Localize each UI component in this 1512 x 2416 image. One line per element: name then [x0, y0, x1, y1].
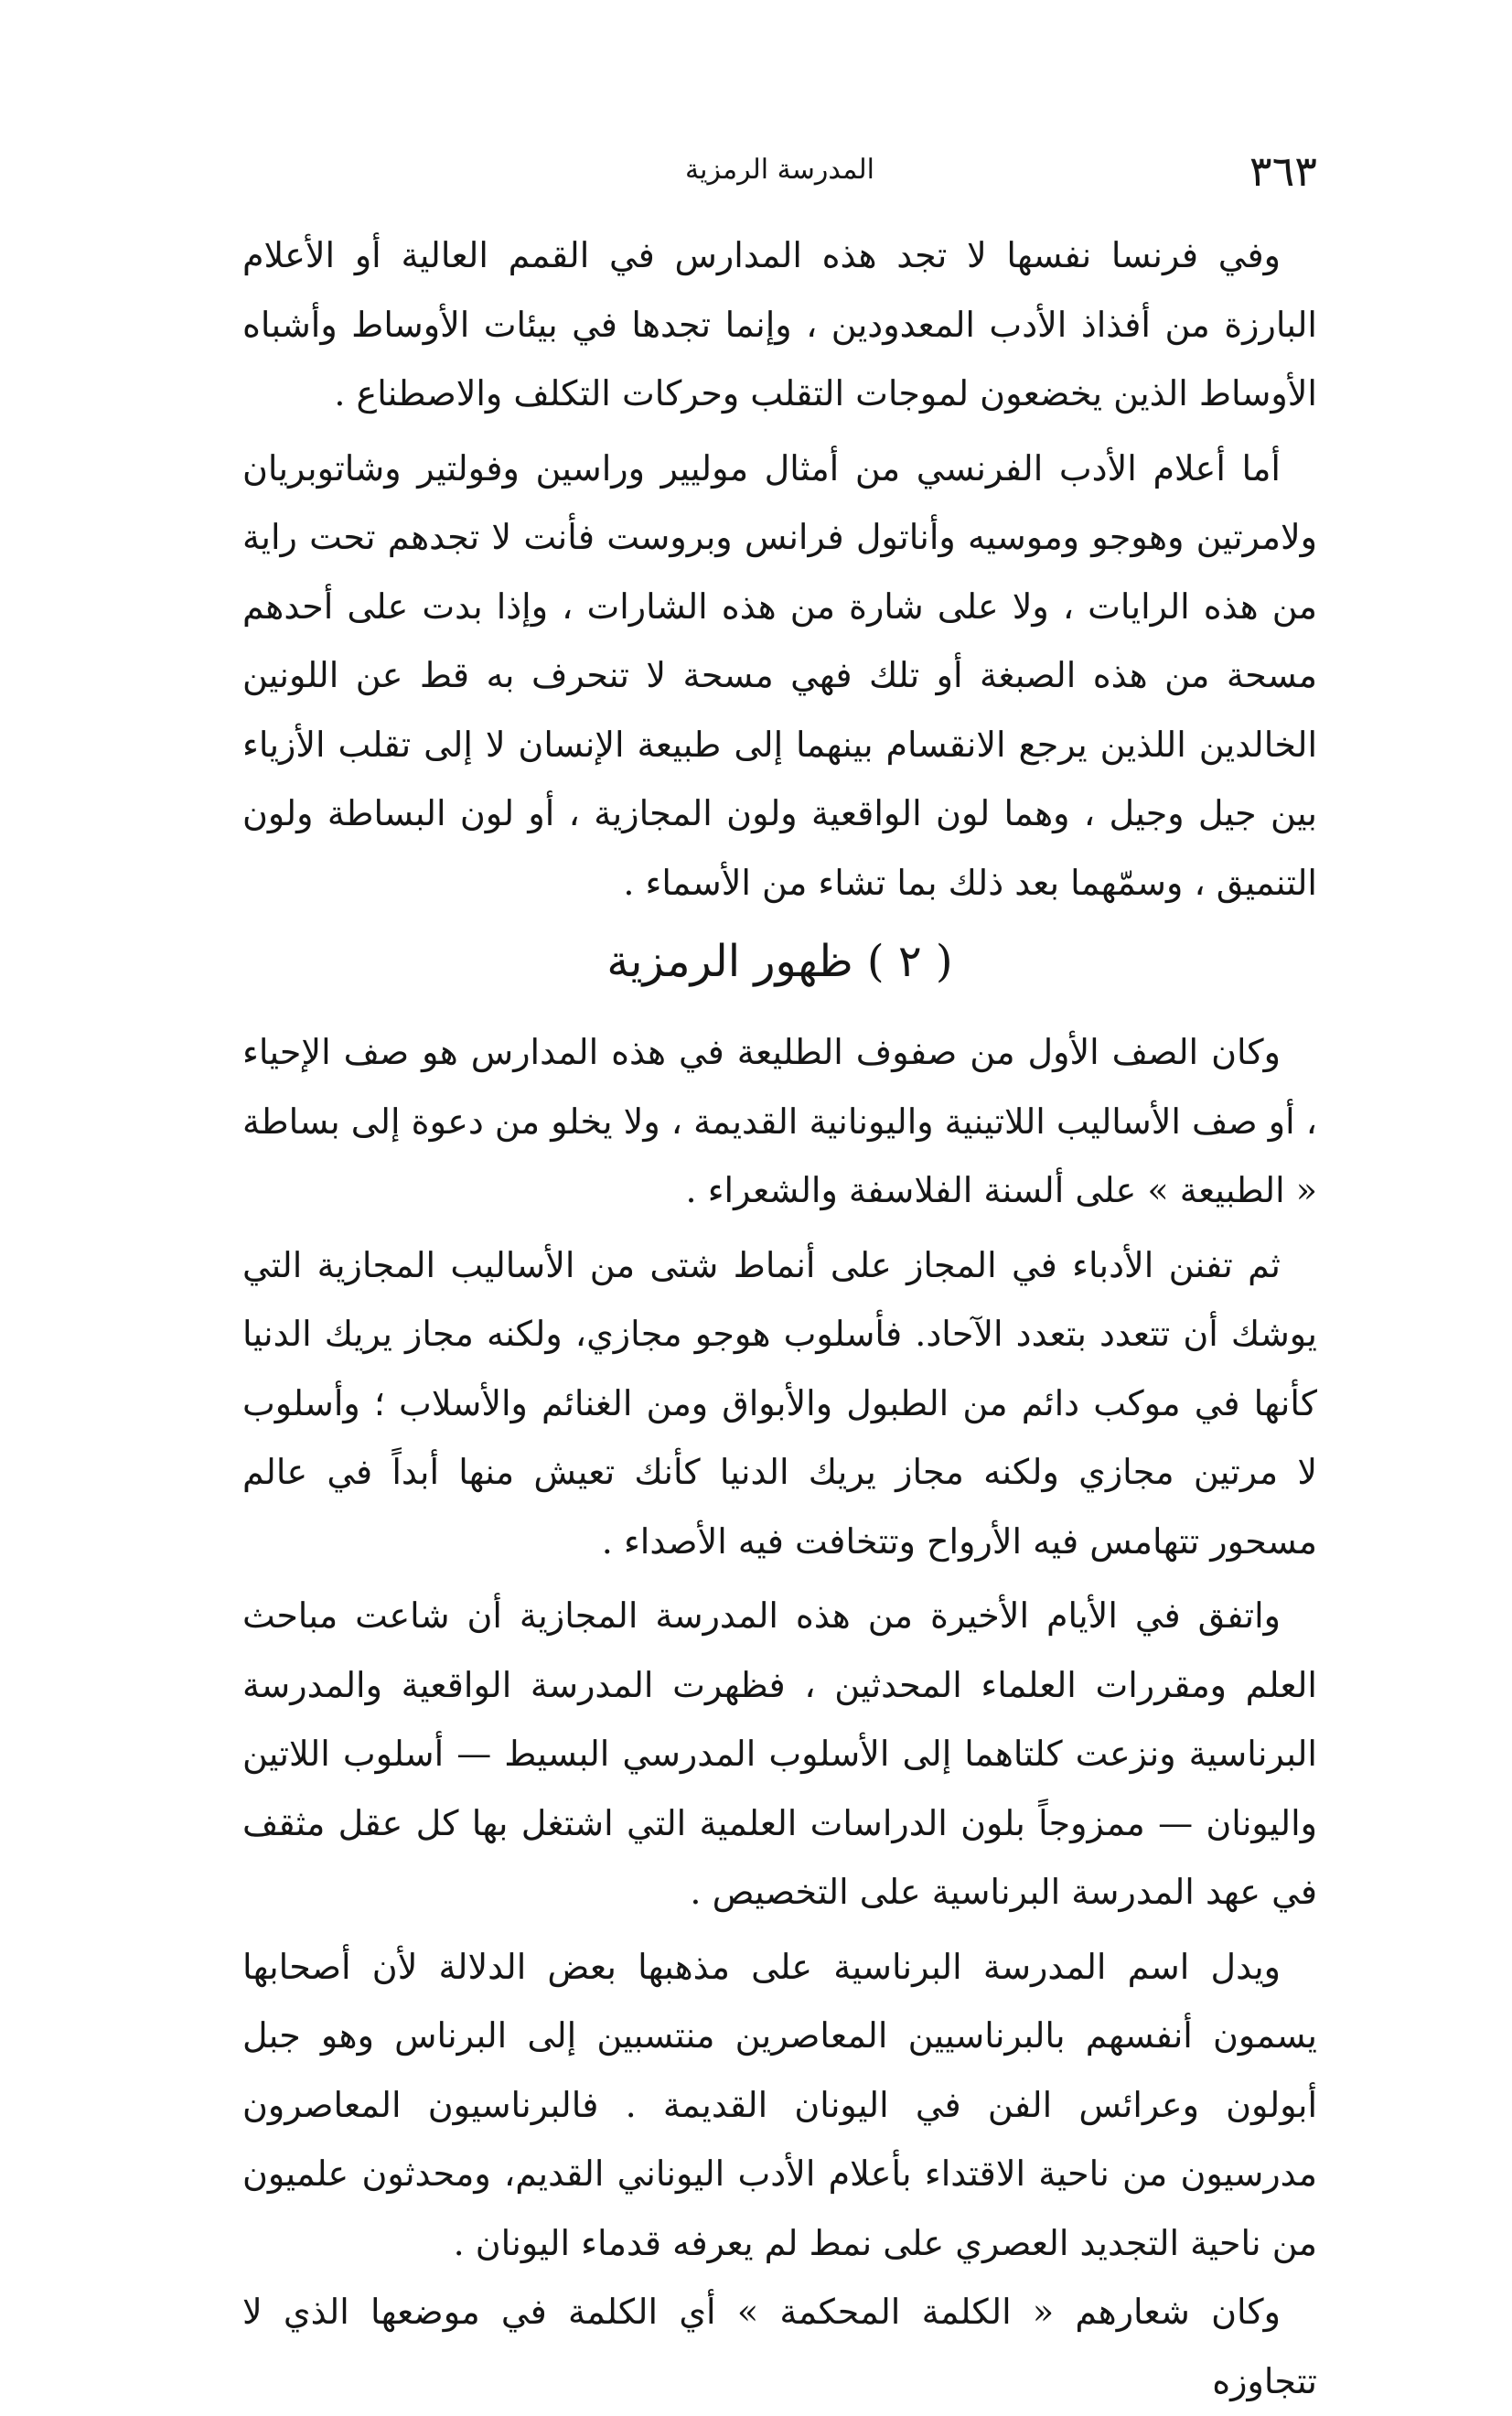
page-number: ٣٦٣ [1249, 146, 1317, 196]
running-title: المدرسة الرمزية [685, 154, 874, 186]
paragraph-4: ثم تفنن الأدباء في المجاز على أنماط شتى من الأساليب المجازية التي يوشك أن تتعدد بتعدد الآحاد. فأسلوب هوجو مجازي، ولكنه مجاز يريك الدنيا كأنها في موكب دائم من الطبول والأبواق ومن الغنائم والأسلاب ؛ وأسلوب لا مرتين مجازي ولكنه مجاز يريك الدنيا كأنك تعيش منها أبداً في عالم مسحور تتهامس فيه الأرواح وتتخافت فيه الأصداء . [242, 1244, 1317, 1562]
paragraph-1: وفي فرنسا نفسها لا تجد هذه المدارس في القمم العالية أو الأعلام البارزة من أفذاذ الأدب المعدودين ، وإنما تجدها في بيئات الأوساط وأشباه الأوساط الذين يخضعون لموجات التقلب وحركات التكلف والاصطناع . [242, 235, 1317, 413]
paragraph-6: ويدل اسم المدرسة البرناسية على مذهبها بعض الدلالة لأن أصحابها يسمون أنفسهم بالبرناسيين المعاصرين منتسبين إلى البرناس وهو جبل أبولون وعرائس الفن في اليونان القديمة . فالبرناسيون المعاصرون مدرسيون من ناحية الاقتداء بأعلام الأدب اليوناني القديم، ومحدثون علميون من ناحية التجديد العصري على نمط لم يعرفه قدماء اليونان . [242, 1946, 1317, 2263]
book-page [242, 146, 1317, 2401]
paragraph-5: واتفق في الأيام الأخيرة من هذه المدرسة المجازية أن شاعت مباحث العلم ومقررات العلماء المحدثين ، فظهرت المدرسة الواقعية والمدرسة البرناسية ونزعت كلتاهما إلى الأسلوب المدرسي البسيط — أسلوب اللاتين واليونان — ممزوجاً بلون الدراسات العلمية التي اشتغل بها كل عقل مثقف في عهد المدرسة البرناسية على التخصيص . [242, 1595, 1317, 1912]
section-heading: ( ٢ ) ظهور الرمزية [606, 936, 953, 987]
paragraph-7: وكان شعارهم « الكلمة المحكمة » أي الكلمة في موضعها الذي لا تتجاوزه [242, 2292, 1317, 2401]
paragraph-3: وكان الصف الأول من صفوف الطليعة في هذه المدارس هو صف الإحياء ، أو صف الأساليب اللاتينية واليونانية القديمة ، ولا يخلو من دعوة إلى بساطة « الطبيعة » على ألسنة الفلاسفة والشعراء . [242, 1032, 1317, 1210]
paragraph-2: أما أعلام الأدب الفرنسي من أمثال موليير وراسين وفولتير وشاتوبريان ولامرتين وهوجو وموسيه وأناتول فرانس وبروست فأنت لا تجدهم تحت راية من هذه الرايات ، ولا على شارة من هذه الشارات ، وإذا بدت على أحدهم مسحة من هذه الصبغة أو تلك فهي مسحة لا تنحرف به قط عن اللونين الخالدين اللذين يرجع الانقسام بينهما إلى طبيعة الإنسان لا إلى تقلب الأزياء بين جيل وجيل ، وهما لون الواقعية ولون المجازية ، أو لون البساطة ولون التنميق ، وسمّهما بعد ذلك بما تشاء من الأسماء . [242, 447, 1317, 903]
page-header [242, 146, 1317, 201]
